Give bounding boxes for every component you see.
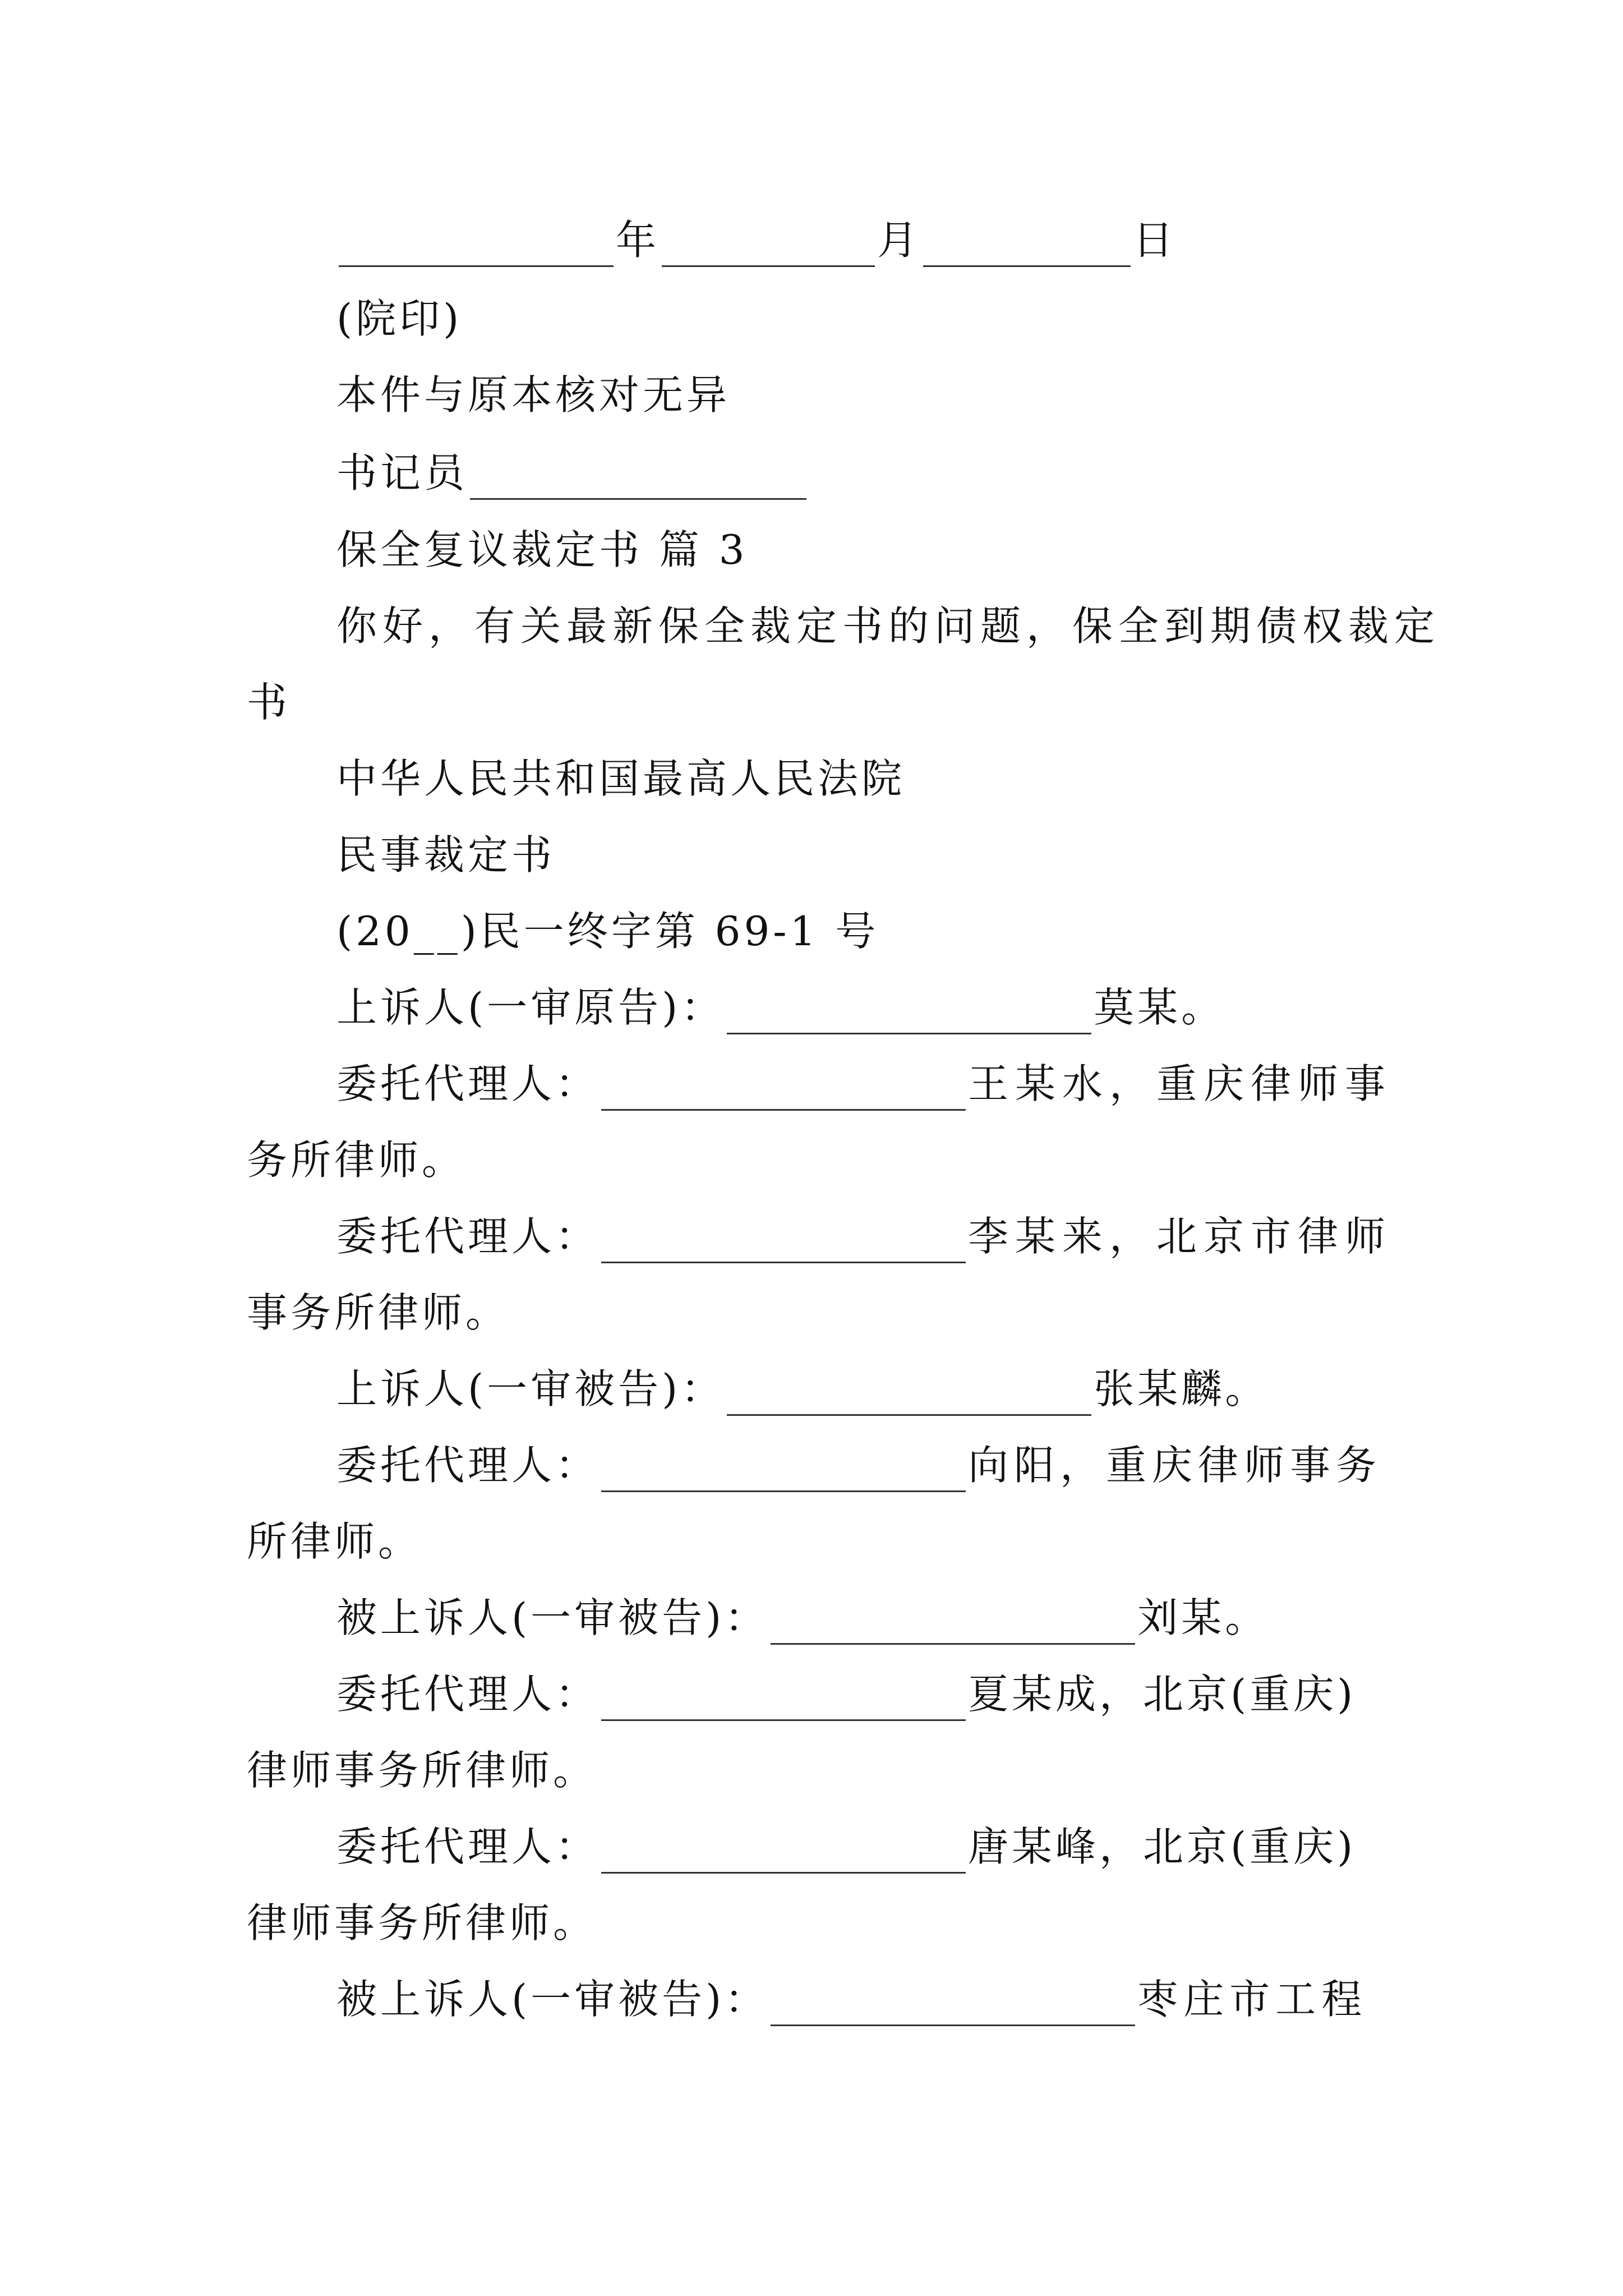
month-label: 月 — [877, 217, 921, 264]
party-label: 委托代理人： — [336, 1213, 600, 1260]
party-label: 委托代理人： — [336, 1060, 600, 1107]
party-blank — [601, 1679, 966, 1721]
party-name: 夏某成，北京(重庆) — [968, 1671, 1357, 1718]
party-continuation: 所律师。 — [247, 1518, 422, 1565]
party-name: 莫某。 — [1094, 984, 1225, 1031]
year-blank — [339, 225, 614, 267]
verification-note: 本件与原本核对无异 — [336, 371, 731, 418]
party-label: 被上诉人(一审被告)： — [336, 1976, 769, 2023]
party-label: 上诉人(一审被告)： — [336, 1365, 725, 1412]
day-blank — [923, 225, 1131, 267]
court-name: 中华人民共和国最高人民法院 — [336, 755, 906, 802]
party-name: 枣庄市工程 — [1137, 1976, 1368, 2023]
party-blank — [601, 1832, 966, 1874]
court-seal: (院印) — [336, 295, 463, 342]
party-row — [336, 1820, 1356, 1874]
document-type: 民事裁定书 — [336, 831, 556, 878]
party-row — [336, 1591, 1269, 1645]
party-blank — [601, 1450, 966, 1492]
party-row — [336, 1209, 1392, 1263]
year-label: 年 — [616, 217, 660, 264]
party-continuation: 律师事务所律师。 — [247, 1899, 597, 1947]
party-label: 委托代理人： — [336, 1671, 600, 1718]
party-name: 刘某。 — [1137, 1594, 1269, 1641]
case-number: (20__)民一终字第 69-1 号 — [336, 908, 879, 955]
party-row — [336, 1972, 1367, 2026]
party-blank — [727, 1374, 1091, 1416]
party-blank — [727, 992, 1091, 1034]
party-continuation: 律师事务所律师。 — [247, 1747, 597, 1794]
party-name: 唐某峰，北京(重庆) — [968, 1823, 1357, 1870]
party-blank — [601, 1221, 966, 1263]
party-row — [336, 1362, 1269, 1416]
clerk-blank — [470, 458, 806, 500]
party-continuation: 务所律师。 — [247, 1137, 466, 1184]
party-label: 被上诉人(一审被告)： — [336, 1594, 769, 1641]
date-line — [336, 213, 1177, 267]
party-row — [336, 1438, 1382, 1492]
party-name: 向阳，重庆律师事务 — [968, 1442, 1382, 1489]
clerk-label: 书记员 — [336, 449, 468, 496]
party-label: 委托代理人： — [336, 1442, 600, 1489]
month-blank — [662, 225, 875, 267]
intro-line-1: 你好，有关最新保全裁定书的问题，保全到期债权裁定 — [336, 602, 1441, 650]
party-label: 上诉人(一审原告)： — [336, 984, 725, 1031]
party-label: 委托代理人： — [336, 1823, 600, 1870]
party-name: 张某麟。 — [1094, 1365, 1269, 1412]
intro-line-2: 书 — [247, 679, 291, 726]
party-blank — [771, 1984, 1135, 2026]
party-row — [336, 1057, 1392, 1111]
party-row — [336, 1667, 1356, 1721]
party-row — [336, 981, 1225, 1034]
day-label: 日 — [1133, 217, 1177, 264]
party-continuation: 事务所律师。 — [247, 1289, 510, 1336]
party-name: 李某来，北京市律师 — [968, 1213, 1393, 1260]
section-heading: 保全复议裁定书 篇 3 — [336, 526, 748, 573]
clerk-line — [336, 446, 809, 500]
party-blank — [601, 1069, 966, 1111]
party-name: 王某水，重庆律师事 — [968, 1060, 1393, 1107]
party-blank — [771, 1603, 1135, 1645]
